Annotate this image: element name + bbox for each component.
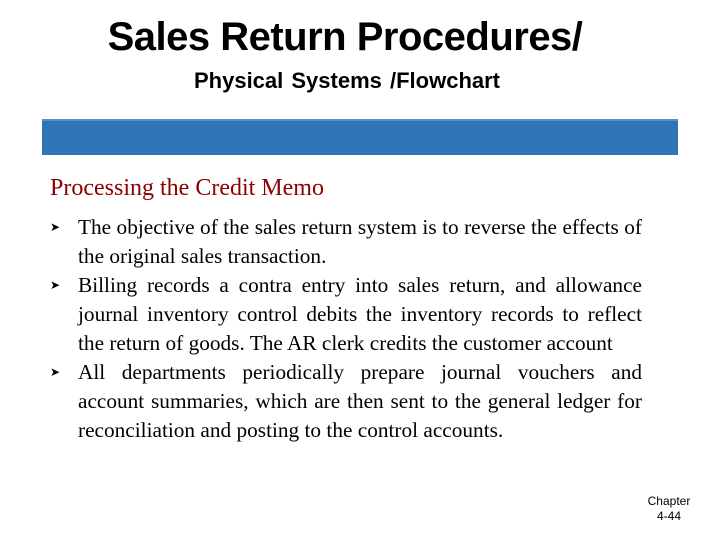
bullet-text: The objective of the sales return system is to reverse the effects of the original sales transaction. xyxy=(78,215,642,268)
chapter-label-line1: Chapter xyxy=(647,494,691,508)
arrow-bullet-icon: ➤ xyxy=(50,278,61,292)
bullet-item xyxy=(50,358,642,445)
accent-bar-fill xyxy=(42,119,678,155)
chapter-label xyxy=(636,494,702,524)
slide-title: Sales Return Procedures/ xyxy=(107,15,583,59)
accent-bar xyxy=(42,119,678,155)
bullet-text: All departments periodically prepare journal vouchers and account summaries, which are then sent to the general ledger for reconciliation and posting to the control accounts. xyxy=(78,360,642,442)
bullet-list xyxy=(50,213,642,445)
bullet-item xyxy=(50,271,642,358)
bullet-item xyxy=(50,213,642,271)
arrow-bullet-icon: ➤ xyxy=(50,365,61,379)
section-heading: Processing the Credit Memo xyxy=(50,175,324,201)
chapter-label-line2: 4-44 xyxy=(656,509,682,523)
slide-subtitle: Physical Systems /Flowchart xyxy=(193,68,501,93)
accent-bar-edge xyxy=(42,119,678,121)
arrow-bullet-icon: ➤ xyxy=(50,220,61,234)
bullet-text: Billing records a contra entry into sales return, and allowance journal inventory control debits the inventory records to reflect the return of goods. The AR clerk credits the customer account xyxy=(78,273,642,355)
